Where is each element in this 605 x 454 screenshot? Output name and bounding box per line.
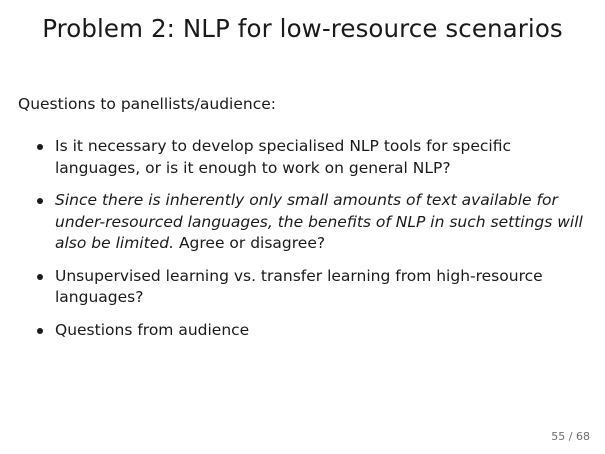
bullet-text: Is it necessary to develop specialised NLP tools for specific languages, or is it enough to work on general NLP? bbox=[55, 137, 511, 177]
bullet-text: Agree or disagree? bbox=[178, 234, 326, 252]
bullet-item-3 bbox=[36, 266, 591, 309]
bullet-dot-icon bbox=[37, 328, 43, 334]
bullet-dot-icon bbox=[37, 274, 43, 280]
bullet-item-1 bbox=[36, 136, 591, 179]
page-number: 55 / 68 bbox=[551, 430, 590, 443]
bullet-text: Unsupervised learning vs. transfer learning from high-resource languages? bbox=[55, 266, 543, 306]
bullet-item-2 bbox=[36, 190, 591, 255]
bullet-dot-icon bbox=[37, 144, 43, 150]
intro-text: Questions to panellists/audience: bbox=[18, 95, 276, 113]
bullet-list bbox=[36, 136, 591, 352]
bullet-dot-icon bbox=[37, 198, 43, 204]
bullet-item-4 bbox=[36, 320, 591, 342]
bullet-text: Questions from audience bbox=[55, 320, 250, 339]
bullet-italic-text: Since there is inherently only small amounts of text available for under-resourced languages, the benefits of NLP in such settings will also be limited. bbox=[55, 191, 583, 252]
slide-title: Problem 2: NLP for low-resource scenarios bbox=[42, 14, 563, 43]
